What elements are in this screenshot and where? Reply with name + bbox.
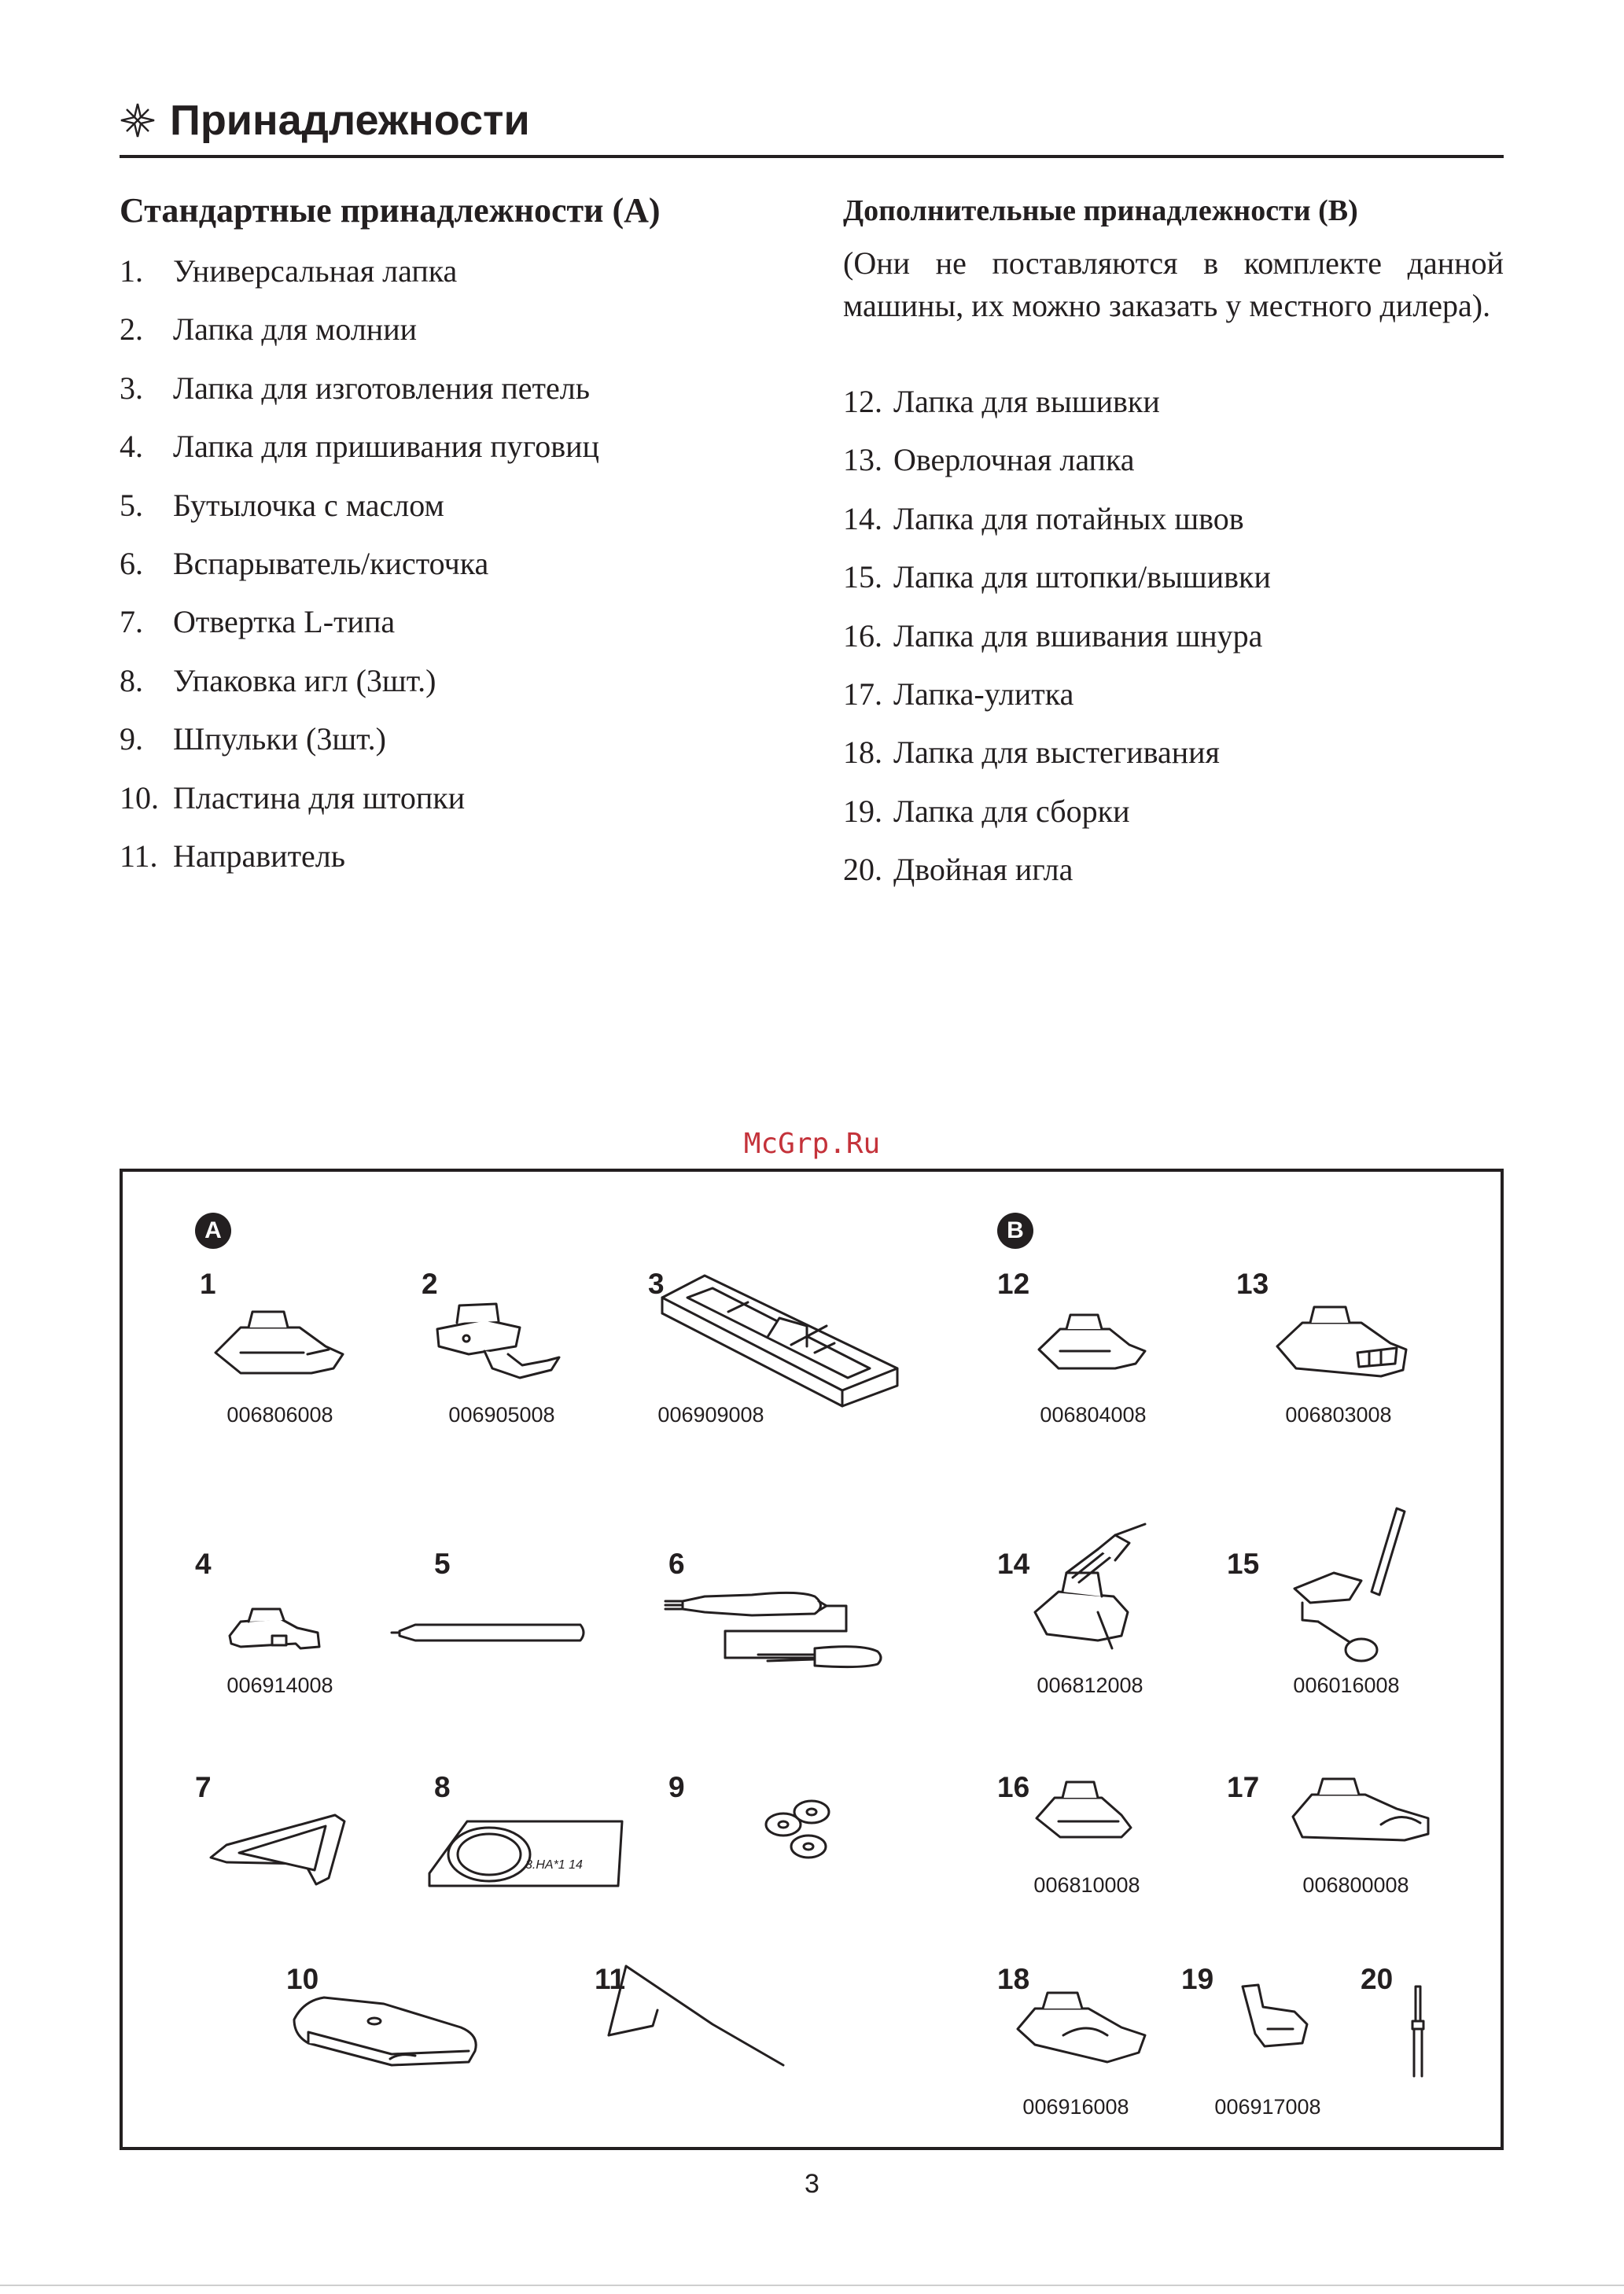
- part-code: 006905008: [448, 1403, 555, 1427]
- accessories-drawing: [123, 1172, 1501, 2147]
- item-label: Направитель: [173, 838, 346, 874]
- blind-stitch-foot-drawing: [1035, 1524, 1145, 1648]
- part-code: 006804008: [1040, 1403, 1147, 1427]
- item-label: Лапка для вышивки: [893, 384, 1160, 419]
- button-sewing-foot-drawing: [230, 1609, 319, 1648]
- item-label: Бутылочка с маслом: [173, 487, 444, 523]
- part-code: 006810008: [1033, 1873, 1140, 1897]
- item-number: 19.: [843, 793, 882, 829]
- part-code: 006916008: [1022, 2095, 1129, 2119]
- list-item: [843, 607, 1504, 665]
- item-number: 8.: [120, 662, 143, 698]
- item-label: Лапка для изготовления петель: [173, 370, 590, 406]
- part-code: 006800008: [1302, 1873, 1409, 1897]
- item-number: 16.: [843, 617, 882, 654]
- gathering-foot-drawing: [1243, 1985, 1307, 2046]
- figure-label: 2: [422, 1268, 438, 1300]
- needle-pack-drawing: [429, 1821, 622, 1886]
- standard-accessories-column: [120, 179, 780, 886]
- page-title: [120, 93, 530, 148]
- item-number: 15.: [843, 559, 882, 595]
- list-item: [120, 769, 780, 827]
- needle-pack-text: 3.HA*1 14: [525, 1858, 583, 1872]
- item-label: Отвертка L-типа: [173, 604, 396, 640]
- standard-accessories-heading: Стандартные принадлежности (A): [120, 191, 661, 230]
- figure-label: 11: [595, 1963, 626, 1995]
- figure-label: 7: [195, 1771, 212, 1803]
- l-screwdriver-drawing: [211, 1815, 344, 1884]
- figure-label: 9: [668, 1771, 685, 1803]
- item-label: Шпульки (3шт.): [173, 721, 386, 757]
- part-code: 006806008: [226, 1403, 333, 1427]
- optional-accessories-column: [843, 179, 1504, 900]
- item-label: Лапка-улитка: [893, 676, 1074, 712]
- badge-b: B: [997, 1213, 1033, 1249]
- quilting-foot-drawing: [1018, 1993, 1145, 2062]
- standard-accessories-list: [120, 242, 780, 886]
- figure-label: 19: [1181, 1963, 1214, 1995]
- part-code: 006812008: [1037, 1674, 1143, 1697]
- compass-star-icon: [120, 102, 156, 138]
- item-label: Пластина для штопки: [173, 779, 466, 816]
- item-number: 1.: [120, 253, 143, 289]
- list-item: [843, 841, 1504, 899]
- figure-label: 12: [997, 1268, 1030, 1300]
- list-item: [843, 373, 1504, 431]
- item-number: 14.: [843, 500, 882, 536]
- figure-label: 5: [434, 1548, 451, 1580]
- item-label: Лапка для пришивания пуговиц: [173, 429, 599, 465]
- item-number: 3.: [120, 370, 143, 406]
- overlock-foot-drawing: [1277, 1307, 1406, 1376]
- badge-a: A: [195, 1213, 231, 1249]
- guide-drawing: [609, 1966, 783, 2065]
- item-label: Лапка для штопки/вышивки: [893, 559, 1271, 595]
- figure-label: 1: [200, 1268, 216, 1300]
- accessories-illustration: [120, 1169, 1504, 2150]
- item-number: 20.: [843, 852, 882, 888]
- item-label: Лапка для сборки: [893, 793, 1130, 829]
- item-number: 4.: [120, 429, 143, 465]
- item-label: Упаковка игл (3шт.): [173, 662, 436, 698]
- figure-label: 6: [668, 1548, 685, 1580]
- twin-needle-drawing: [1412, 1987, 1423, 2076]
- figure-label: 3: [648, 1268, 665, 1300]
- watermark-link[interactable]: McGrp.Ru: [743, 1128, 881, 1160]
- list-item: [120, 710, 780, 768]
- list-item: [120, 593, 780, 651]
- part-code: 006803008: [1285, 1403, 1392, 1427]
- optional-accessories-heading: Дополнительные принадлежности (B): [843, 194, 1358, 227]
- oil-bottle-drawing: [392, 1625, 584, 1640]
- item-number: 17.: [843, 676, 882, 712]
- item-number: 11.: [120, 838, 158, 874]
- optional-accessories-note: (Они не поставляются в комплекте данной машины, их можно заказать у местного дилера).: [843, 245, 1504, 323]
- part-code: 006917008: [1214, 2095, 1321, 2119]
- item-number: 2.: [120, 311, 143, 348]
- list-item: [843, 724, 1504, 782]
- list-item: [120, 477, 780, 535]
- figure-label: 17: [1227, 1771, 1260, 1803]
- part-code: 006914008: [226, 1674, 333, 1697]
- darning-plate-drawing: [294, 1998, 476, 2065]
- list-item: [120, 359, 780, 418]
- figure-label: 8: [434, 1771, 451, 1803]
- list-item: [120, 300, 780, 359]
- list-item: [120, 827, 780, 886]
- list-item: [843, 490, 1504, 548]
- page-title-text: Принадлежности: [170, 97, 530, 144]
- list-item: [120, 242, 780, 300]
- item-number: 18.: [843, 735, 882, 771]
- cording-foot-drawing: [1037, 1782, 1131, 1837]
- item-number: 12.: [843, 384, 882, 419]
- bobbins-drawing: [766, 1801, 829, 1858]
- list-item: [843, 431, 1504, 489]
- item-number: 13.: [843, 442, 882, 478]
- figure-label: 20: [1361, 1963, 1394, 1995]
- list-item: [120, 418, 780, 476]
- item-number: 6.: [120, 545, 143, 581]
- hemmer-foot-drawing: [1293, 1779, 1428, 1840]
- page-number: 3: [805, 2169, 819, 2199]
- item-number: 7.: [120, 604, 143, 640]
- darning-foot-drawing: [1294, 1508, 1405, 1661]
- figure-label: 14: [997, 1548, 1030, 1580]
- footer-divider: [0, 2285, 1624, 2286]
- item-label: Универсальная лапка: [173, 253, 458, 289]
- item-label: Лапка для выстегивания: [893, 735, 1220, 771]
- optional-accessories-list: [843, 373, 1504, 900]
- item-number: 9.: [120, 721, 143, 757]
- title-rule: [120, 155, 1504, 158]
- item-label: Вспарыватель/кисточка: [173, 545, 489, 581]
- item-number: 10.: [120, 779, 159, 816]
- figure-label: 15: [1227, 1548, 1260, 1580]
- list-item: [843, 782, 1504, 841]
- figure-label: 18: [997, 1963, 1030, 1995]
- figure-label: 16: [997, 1771, 1030, 1803]
- list-item: [120, 652, 780, 710]
- item-label: Двойная игла: [893, 852, 1073, 888]
- list-item: [843, 665, 1504, 724]
- universal-foot-drawing: [215, 1312, 343, 1373]
- part-code: 006016008: [1293, 1674, 1400, 1697]
- item-label: Оверлочная лапка: [893, 442, 1135, 478]
- buttonhole-foot-drawing: [662, 1276, 897, 1406]
- item-label: Лапка для молнии: [173, 311, 418, 348]
- figure-label: 10: [286, 1963, 319, 1995]
- figure-label: 4: [195, 1548, 212, 1580]
- item-label: Лапка для потайных швов: [893, 500, 1244, 536]
- list-item: [120, 535, 780, 593]
- zipper-foot-drawing: [437, 1304, 559, 1378]
- item-label: Лапка для вшивания шнура: [893, 617, 1263, 654]
- figure-label: 13: [1236, 1268, 1269, 1300]
- embroidery-foot-drawing: [1039, 1315, 1145, 1368]
- item-number: 5.: [120, 487, 143, 523]
- seam-ripper-brush-drawing: [665, 1593, 881, 1666]
- part-code: 006909008: [657, 1403, 764, 1427]
- list-item: [843, 548, 1504, 606]
